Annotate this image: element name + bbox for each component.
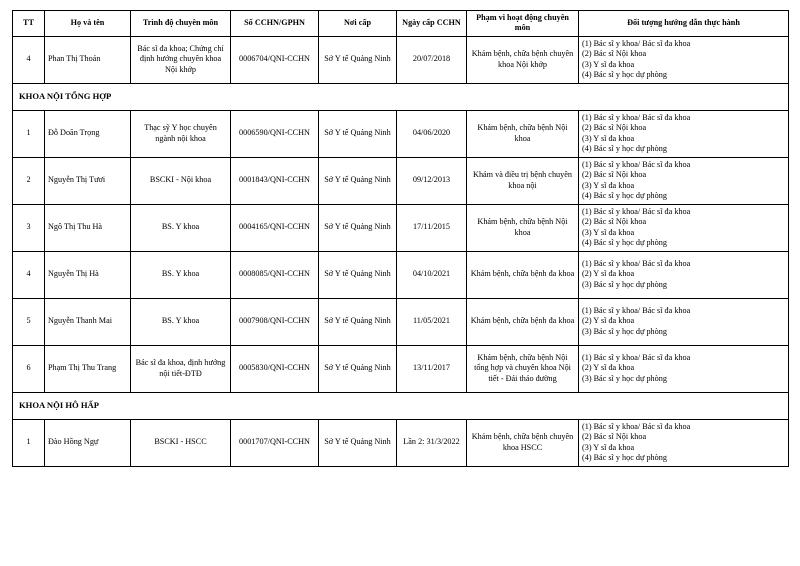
section-row: [13, 83, 789, 110]
cell-scope: Khám và điều trị bệnh chuyên khoa nội: [467, 157, 579, 204]
table-row: [13, 157, 789, 204]
target-line: (1) Bác sĩ y khoa/ Bác sĩ đa khoa: [582, 39, 691, 48]
target-line: (4) Bác sĩ y học dự phòng: [582, 69, 667, 79]
target-line: (2) Bác sĩ Nội khoa: [582, 217, 647, 227]
column-header-scope: Phạm vi hoạt động chuyên môn: [467, 11, 579, 37]
table-header: [13, 11, 789, 37]
cell-name: Đào Hồng Ngự: [45, 419, 131, 466]
target-line: (3) Y sĩ đa khoa: [582, 227, 635, 237]
cell-date: Lần 2: 31/3/2022: [397, 419, 467, 466]
cell-target: [579, 157, 789, 204]
cell-scope: Khám bệnh, chữa bệnh đa khoa: [467, 298, 579, 345]
target-line: (4) Bác sĩ y học dự phòng: [582, 237, 667, 247]
cell-tt: 4: [13, 251, 45, 298]
table-header-row: [13, 11, 789, 37]
section-title: KHOA NỘI TỔNG HỢP: [13, 83, 789, 110]
section-title: KHOA NỘI HÔ HẤP: [13, 392, 789, 419]
target-line: (2) Bác sĩ Nội khoa: [582, 123, 647, 133]
target-line: (1) Bác sĩ y khoa/ Bác sĩ đa khoa: [582, 160, 691, 169]
cell-level: BS. Y khoa: [131, 204, 231, 251]
target-line: (3) Bác sĩ y học dự phòng: [582, 373, 667, 383]
target-line: (2) Bác sĩ Nội khoa: [582, 432, 647, 442]
cell-level: Thạc sỹ Y học chuyên ngành nội khoa: [131, 110, 231, 157]
column-header-date: Ngày cấp CCHN: [397, 11, 467, 37]
cell-place: Sở Y tế Quảng Ninh: [319, 157, 397, 204]
cell-place: Sở Y tế Quảng Ninh: [319, 345, 397, 392]
target-line: (2) Y sĩ đa khoa: [582, 269, 635, 279]
table-row: [13, 251, 789, 298]
cell-level: BSCKI - HSCC: [131, 419, 231, 466]
cell-name: Nguyễn Thị Tươi: [45, 157, 131, 204]
table-row: [13, 36, 789, 83]
cell-name: Phan Thị Thoản: [45, 36, 131, 83]
cell-scope: Khám bệnh, chữa bệnh chuyên khoa Nội khớp: [467, 36, 579, 83]
cell-target: [579, 298, 789, 345]
cell-place: Sở Y tế Quảng Ninh: [319, 419, 397, 466]
cell-cchn: 0005830/QNI-CCHN: [231, 345, 319, 392]
cell-date: 09/12/2013: [397, 157, 467, 204]
practitioner-table: [12, 10, 789, 467]
target-line: (2) Bác sĩ Nội khoa: [582, 170, 647, 180]
cell-tt: 2: [13, 157, 45, 204]
table-row: [13, 345, 789, 392]
table-row: [13, 204, 789, 251]
table-body: [13, 36, 789, 466]
target-line: (3) Bác sĩ y học dự phòng: [582, 326, 667, 336]
cell-scope: Khám bệnh, chữa bệnh Nội khoa: [467, 204, 579, 251]
cell-scope: Khám bệnh, chữa bệnh Nội khoa: [467, 110, 579, 157]
cell-target: [579, 36, 789, 83]
target-line: (1) Bác sĩ y khoa/ Bác sĩ đa khoa: [582, 306, 691, 316]
cell-target: [579, 204, 789, 251]
cell-scope: Khám bệnh, chữa bệnh chuyên khoa HSCC: [467, 419, 579, 466]
column-header-target: Đối tượng hướng dẫn thực hành: [579, 11, 789, 37]
cell-tt: 4: [13, 36, 45, 83]
column-header-tt: TT: [13, 11, 45, 37]
target-line: (1) Bác sĩ y khoa/ Bác sĩ đa khoa: [582, 353, 691, 363]
cell-place: Sở Y tế Quảng Ninh: [319, 204, 397, 251]
cell-scope: Khám bệnh, chữa bệnh đa khoa: [467, 251, 579, 298]
cell-level: Bác sĩ đa khoa, định hướng nội tiết-ĐTĐ: [131, 345, 231, 392]
target-line: (2) Y sĩ đa khoa: [582, 363, 635, 373]
target-line: (4) Bác sĩ y học dự phòng: [582, 452, 667, 462]
cell-name: Ngô Thị Thu Hà: [45, 204, 131, 251]
table-row: [13, 298, 789, 345]
cell-target: [579, 345, 789, 392]
target-line: (1) Bác sĩ y khoa/ Bác sĩ đa khoa: [582, 422, 691, 431]
target-line: (3) Y sĩ đa khoa: [582, 180, 635, 190]
cell-date: 04/10/2021: [397, 251, 467, 298]
cell-place: Sở Y tế Quảng Ninh: [319, 251, 397, 298]
column-header-level: Trình độ chuyên môn: [131, 11, 231, 37]
cell-place: Sở Y tế Quảng Ninh: [319, 110, 397, 157]
column-header-place: Nơi cấp: [319, 11, 397, 37]
table-row: [13, 110, 789, 157]
cell-cchn: 0006704/QNI-CCHN: [231, 36, 319, 83]
cell-date: 04/06/2020: [397, 110, 467, 157]
cell-tt: 5: [13, 298, 45, 345]
column-header-cchn: Số CCHN/GPHN: [231, 11, 319, 37]
target-line: (1) Bác sĩ y khoa/ Bác sĩ đa khoa: [582, 259, 691, 269]
cell-name: Đỗ Doãn Trọng: [45, 110, 131, 157]
column-header-name: Họ và tên: [45, 11, 131, 37]
target-line: (3) Y sĩ đa khoa: [582, 59, 635, 69]
cell-tt: 3: [13, 204, 45, 251]
cell-cchn: 0006590/QNI-CCHN: [231, 110, 319, 157]
cell-level: Bác sĩ đa khoa; Chứng chỉ định hướng chuyên khoa Nội khớp: [131, 36, 231, 83]
cell-tt: 6: [13, 345, 45, 392]
cell-date: 11/05/2021: [397, 298, 467, 345]
cell-target: [579, 251, 789, 298]
cell-level: BSCKI - Nội khoa: [131, 157, 231, 204]
cell-tt: 1: [13, 419, 45, 466]
cell-cchn: 0001843/QNI-CCHN: [231, 157, 319, 204]
cell-level: BS. Y khoa: [131, 251, 231, 298]
target-line: (2) Bác sĩ Nội khoa: [582, 49, 647, 59]
cell-cchn: 0007908/QNI-CCHN: [231, 298, 319, 345]
cell-scope: Khám bệnh, chữa bệnh Nội tổng hợp và chuyên khoa Nội tiết - Đái tháo đường: [467, 345, 579, 392]
cell-cchn: 0004165/QNI-CCHN: [231, 204, 319, 251]
cell-name: Nguyễn Thị Hà: [45, 251, 131, 298]
table-row: [13, 419, 789, 466]
cell-target: [579, 419, 789, 466]
target-line: (2) Y sĩ đa khoa: [582, 316, 635, 326]
cell-target: [579, 110, 789, 157]
target-line: (3) Y sĩ đa khoa: [582, 133, 635, 143]
cell-name: Phạm Thị Thu Trang: [45, 345, 131, 392]
cell-place: Sở Y tế Quảng Ninh: [319, 298, 397, 345]
cell-name: Nguyễn Thanh Mai: [45, 298, 131, 345]
cell-level: BS. Y khoa: [131, 298, 231, 345]
cell-place: Sở Y tế Quảng Ninh: [319, 36, 397, 83]
cell-tt: 1: [13, 110, 45, 157]
section-row: [13, 392, 789, 419]
cell-date: 20/07/2018: [397, 36, 467, 83]
cell-cchn: 0001707/QNI-CCHN: [231, 419, 319, 466]
target-line: (4) Bác sĩ y học dự phòng: [582, 190, 667, 200]
cell-date: 17/11/2015: [397, 204, 467, 251]
target-line: (4) Bác sĩ y học dự phòng: [582, 143, 667, 153]
target-line: (1) Bác sĩ y khoa/ Bác sĩ đa khoa: [582, 207, 691, 216]
cell-cchn: 0008085/QNI-CCHN: [231, 251, 319, 298]
target-line: (1) Bác sĩ y khoa/ Bác sĩ đa khoa: [582, 113, 691, 122]
target-line: (3) Y sĩ đa khoa: [582, 442, 635, 452]
cell-date: 13/11/2017: [397, 345, 467, 392]
target-line: (3) Bác sĩ y học dự phòng: [582, 279, 667, 289]
